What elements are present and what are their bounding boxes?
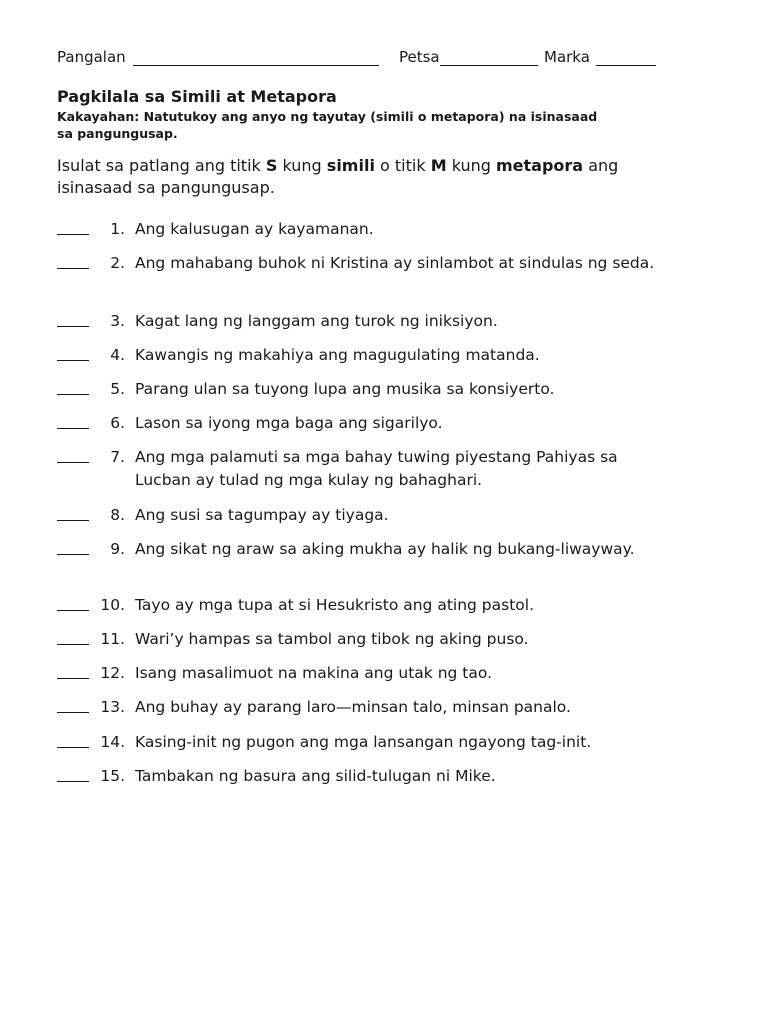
score-field[interactable] — [596, 65, 656, 66]
answer-blank[interactable] — [57, 268, 89, 269]
instructions-part2: kung — [277, 156, 327, 175]
answer-blank[interactable] — [57, 554, 89, 555]
item-number: 13. — [100, 698, 125, 716]
instructions — [57, 155, 657, 199]
answer-blank[interactable] — [57, 678, 89, 679]
item-text: Wari’y hampas sa tambol ang tibok ng aking puso. — [135, 630, 529, 648]
instructions-letter-s: S — [265, 156, 278, 175]
worksheet-title: Pagkilala sa Simili at Metapora — [57, 87, 337, 106]
instructions-metapora: metapora — [496, 156, 584, 175]
item-number: 12. — [100, 664, 125, 682]
item-number: 11. — [100, 630, 125, 648]
item-text: Ang susi sa tagumpay ay tiyaga. — [135, 506, 389, 524]
name-field[interactable] — [133, 65, 379, 66]
instructions-simili: simili — [326, 156, 375, 175]
item-number: 2. — [110, 254, 125, 272]
item-number: 4. — [110, 346, 125, 364]
instructions-letter-m: M — [430, 156, 447, 175]
item-text: Lason sa iyong mga baga ang sigarilyo. — [135, 414, 443, 432]
item-text: Ang mahabang buhok ni Kristina ay sinlambot at sindulas ng seda. — [135, 254, 655, 272]
answer-blank[interactable] — [57, 360, 89, 361]
item-text: Ang buhay ay parang laro—minsan talo, minsan panalo. — [135, 698, 571, 716]
item-number: 6. — [110, 414, 125, 432]
date-field[interactable] — [440, 65, 538, 66]
item-text: Kawangis ng makahiya ang magugulating matanda. — [135, 346, 540, 364]
answer-blank[interactable] — [57, 234, 89, 235]
item-number: 8. — [110, 506, 125, 524]
answer-blank[interactable] — [57, 462, 89, 463]
item-text: Ang mga palamuti sa mga bahay tuwing piyestang Pahiyas sa Lucban ay tulad ng mga kulay ng bahaghari. — [135, 448, 618, 489]
answer-blank[interactable] — [57, 326, 89, 327]
header-row — [57, 48, 677, 70]
item-number: 10. — [100, 596, 125, 614]
instructions-part4: kung — [446, 156, 496, 175]
item-text: Parang ulan sa tuyong lupa ang musika sa konsiyerto. — [135, 380, 555, 398]
item-text: Ang sikat ng araw sa aking mukha ay halik ng bukang-liwayway. — [135, 540, 635, 558]
item-number: 7. — [110, 448, 125, 466]
item-text: Kagat lang ng langgam ang turok ng iniksiyon. — [135, 312, 498, 330]
list-item — [57, 765, 717, 809]
item-text: Tayo ay mga tupa at si Hesukristo ang ating pastol. — [135, 596, 534, 614]
answer-blank[interactable] — [57, 394, 89, 395]
item-number: 15. — [100, 767, 125, 785]
answer-blank[interactable] — [57, 644, 89, 645]
instructions-part1: Isulat sa patlang ang titik — [57, 156, 266, 175]
list-item — [57, 446, 717, 490]
list-item — [57, 252, 717, 296]
instructions-part5: ang isinasaad sa pangungusap. — [57, 156, 619, 197]
answer-blank[interactable] — [57, 520, 89, 521]
score-label: Marka — [544, 48, 590, 66]
answer-blank[interactable] — [57, 610, 89, 611]
answer-blank[interactable] — [57, 428, 89, 429]
item-number: 3. — [110, 312, 125, 330]
item-number: 9. — [110, 540, 125, 558]
item-number: 1. — [110, 220, 125, 238]
item-text: Tambakan ng basura ang silid-tulugan ni Mike. — [135, 767, 496, 785]
item-text: Ang kalusugan ay kayamanan. — [135, 220, 374, 238]
item-text: Isang masalimuot na makina ang utak ng tao. — [135, 664, 492, 682]
instructions-part3: o titik — [374, 156, 431, 175]
date-label: Petsa — [399, 48, 440, 66]
name-label: Pangalan — [57, 48, 126, 66]
answer-blank[interactable] — [57, 712, 89, 713]
item-number: 14. — [100, 733, 125, 751]
answer-blank[interactable] — [57, 781, 89, 782]
item-number: 5. — [110, 380, 125, 398]
competency-text: Kakayahan: Natutukoy ang anyo ng tayutay (simili o metapora) na isinasaad sa pangungusap. — [57, 109, 598, 141]
answer-blank[interactable] — [57, 747, 89, 748]
item-text: Kasing-init ng pugon ang mga lansangan ngayong tag-init. — [135, 733, 592, 751]
list-item — [57, 538, 717, 582]
